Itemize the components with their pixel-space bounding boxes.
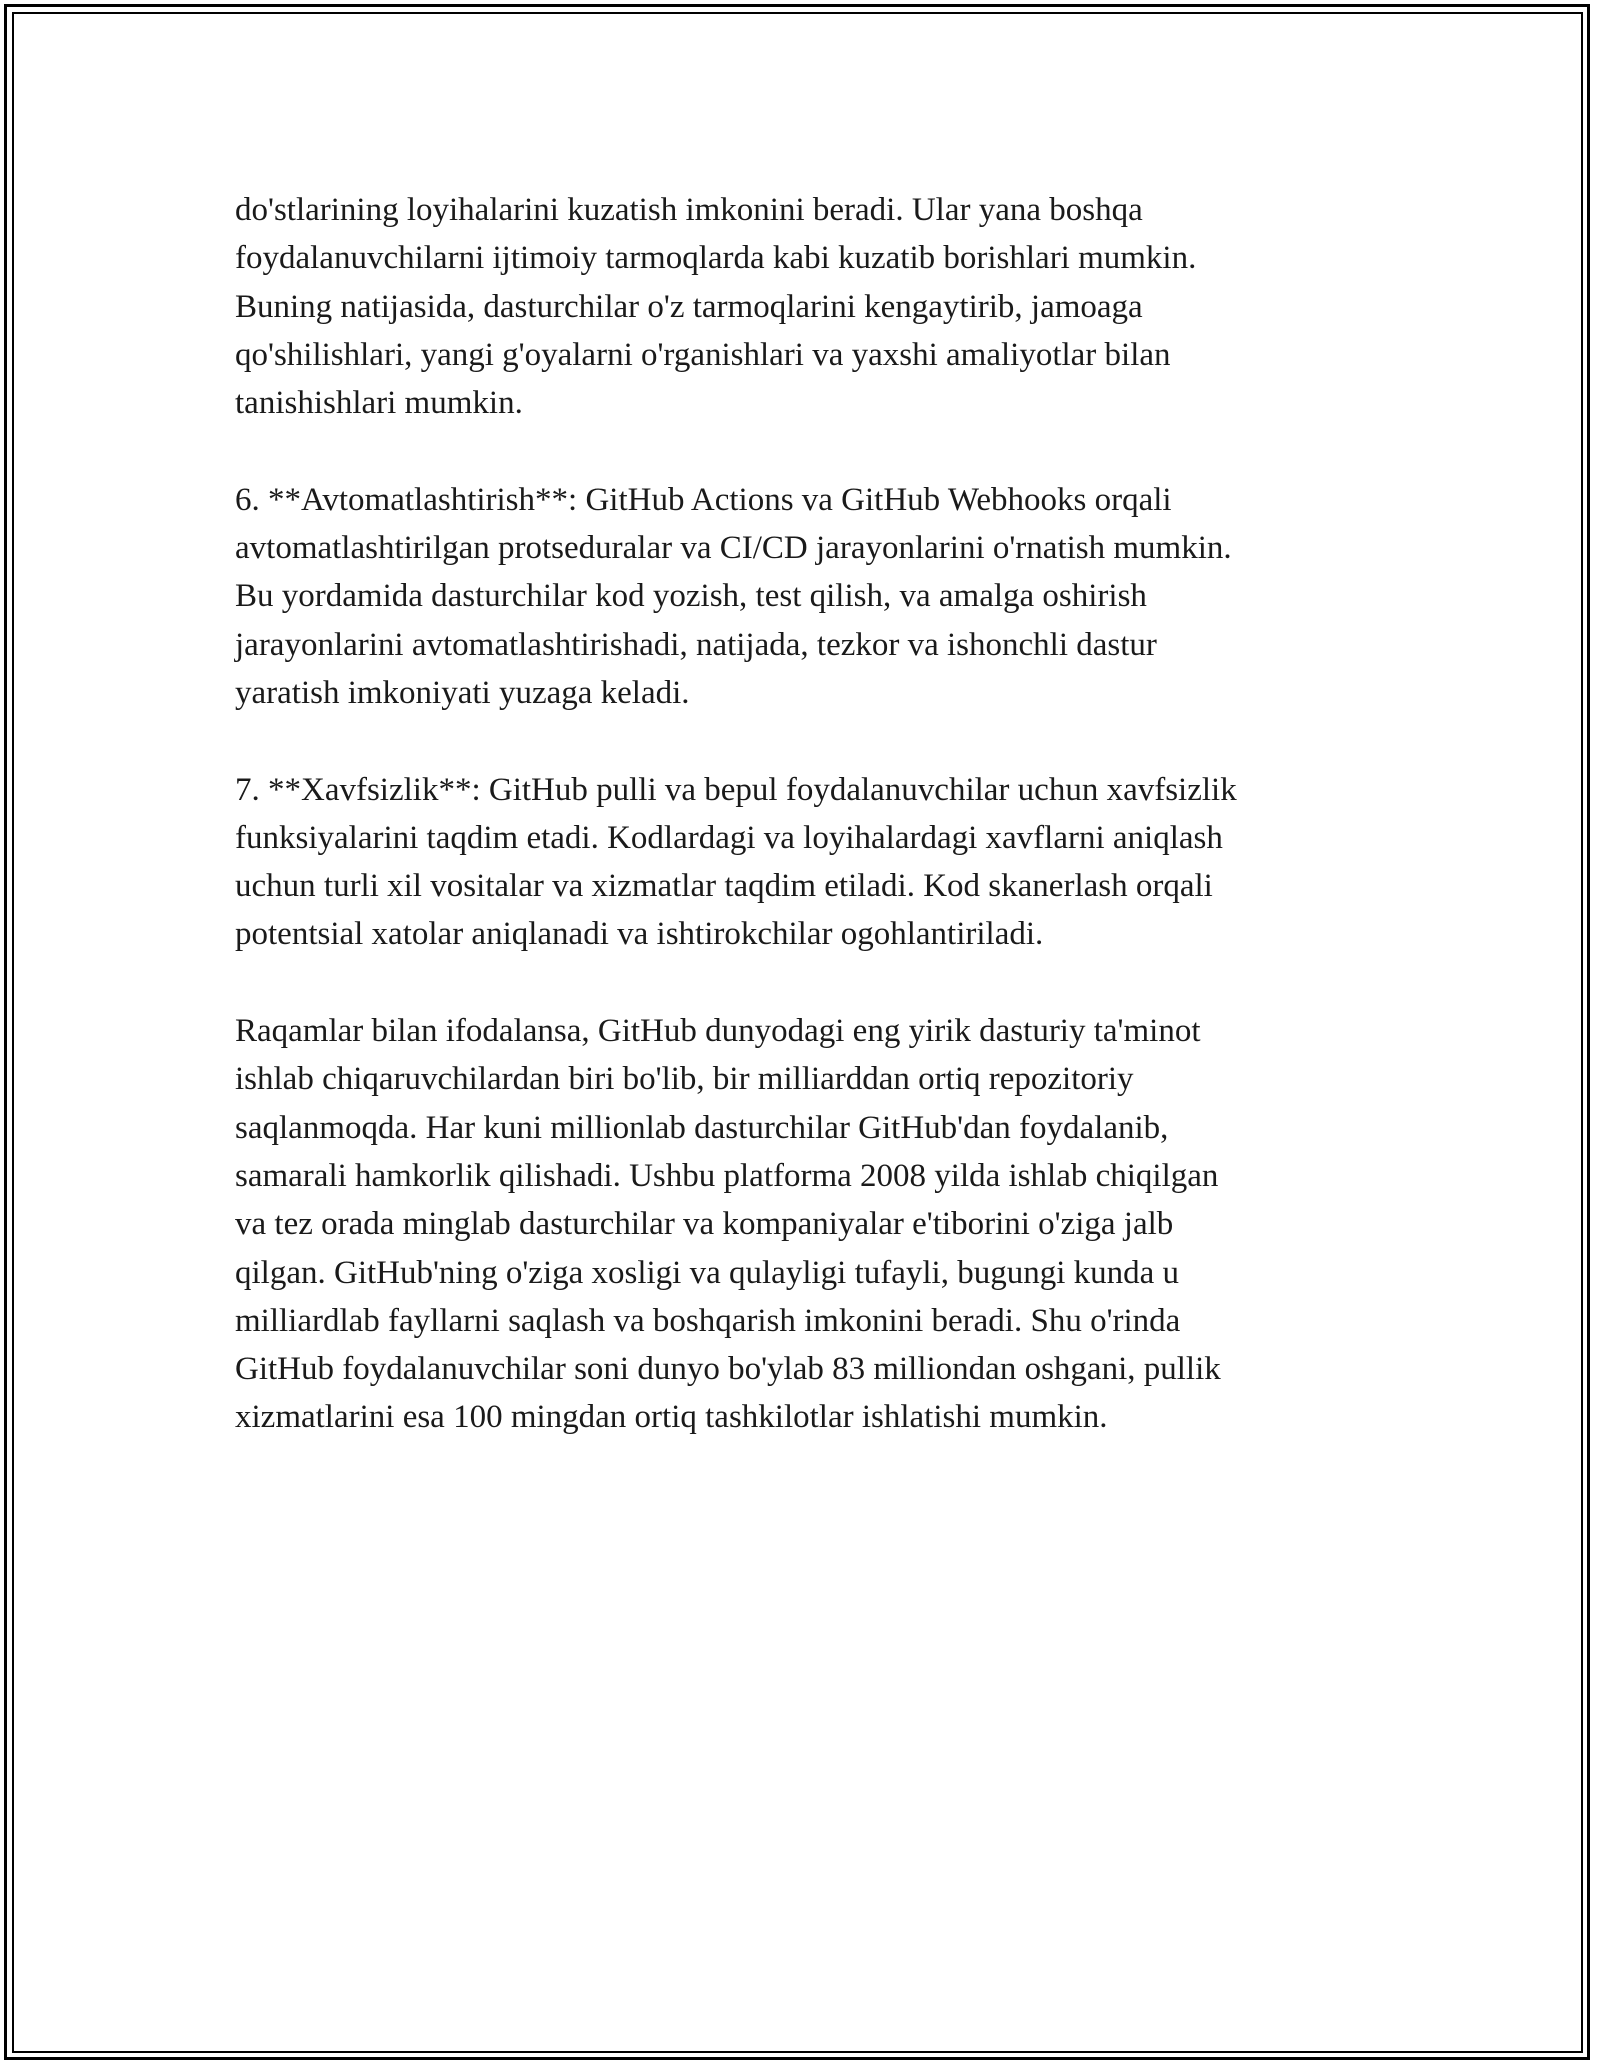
text-line: potentsial xatolar aniqlanadi va ishtirokchilar ogohlantiriladi. <box>235 916 1044 953</box>
text-line: 6. **Avtomatlashtirish**: GitHub Actions va GitHub Webhooks orqali <box>235 481 1172 518</box>
text-line: foydalanuvchilarni ijtimoiy tarmoqlarda kabi kuzatib borishlari mumkin. <box>235 240 1197 277</box>
text-line: va tez orada minglab dasturchilar va kompaniyalar e'tiborini o'ziga jalb <box>235 1206 1174 1243</box>
text-line: samarali hamkorlik qilishadi. Ushbu platforma 2008 yilda ishlab chiqilgan <box>235 1157 1219 1194</box>
text-line: qo'shilishlari, yangi g'oyalarni o'rganishlari va yaxshi amaliyotlar bilan <box>235 336 1171 373</box>
document-body <box>235 186 1365 1442</box>
text-line: qilgan. GitHub'ning o'ziga xosligi va qulayligi tufayli, bugungi kunda u <box>235 1254 1180 1291</box>
text-line: milliardlab fayllarni saqlash va boshqarish imkonini beradi. Shu o'rinda <box>235 1302 1181 1339</box>
text-line: do'stlarining loyihalarini kuzatish imkonini beradi. Ular yana boshqa <box>235 192 1143 228</box>
text-line: xizmatlarini esa 100 mingdan ortiq tashkilotlar ishlatishi mumkin. <box>235 1399 1108 1436</box>
paragraph-security <box>235 766 1365 959</box>
text-line: saqlanmoqda. Har kuni millionlab dasturchilar GitHub'dan foydalanib, <box>235 1109 1169 1146</box>
text-line: Raqamlar bilan ifodalansa, GitHub dunyodagi eng yirik dasturiy ta'minot <box>235 1013 1201 1050</box>
text-line: Bu yordamida dasturchilar kod yozish, test qilish, va amalga oshirish <box>235 578 1147 615</box>
text-line: funksiyalarini taqdim etadi. Kodlardagi va loyihalardagi xavflarni aniqlash <box>235 819 1223 856</box>
text-line: avtomatlashtirilgan protseduralar va CI/CD jarayonlarini o'rnatish mumkin. <box>235 530 1232 567</box>
text-line: ishlab chiqaruvchilardan biri bo'lib, bir milliarddan ortiq repozitoriy <box>235 1061 1134 1098</box>
text-line: GitHub foydalanuvchilar soni dunyo bo'ylab 83 milliondan oshgani, pullik <box>235 1351 1221 1388</box>
text-line: yaratish imkoniyati yuzaga keladi. <box>235 674 690 711</box>
text-line: uchun turli xil vositalar va xizmatlar taqdim etiladi. Kod skanerlash orqali <box>235 868 1213 905</box>
text-line: jarayonlarini avtomatlashtirishadi, natijada, tezkor va ishonchli dastur <box>235 626 1157 663</box>
paragraph-automation <box>235 476 1365 717</box>
text-line: tanishishlari mumkin. <box>235 385 523 422</box>
paragraph-statistics <box>235 1007 1365 1442</box>
text-line: 7. **Xavfsizlik**: GitHub pulli va bepul foydalanuvchilar uchun xavfsizlik <box>235 771 1237 808</box>
paragraph-social <box>235 186 1365 427</box>
text-line: Buning natijasida, dasturchilar o'z tarmoqlarini kengaytirib, jamoaga <box>235 288 1143 325</box>
